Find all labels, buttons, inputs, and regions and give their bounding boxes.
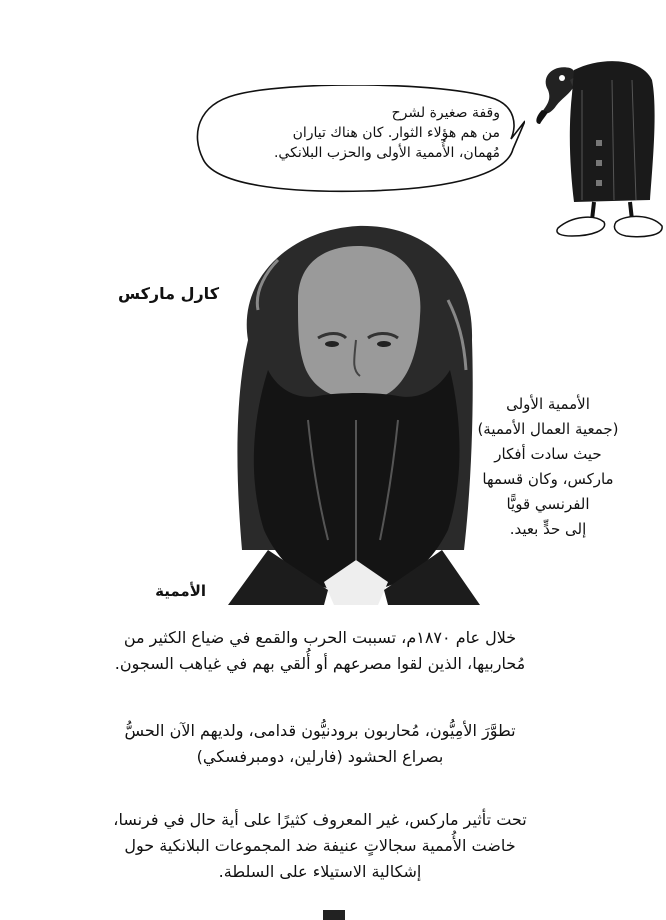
side-note-line: الفرنسي قويًّا [506,495,590,513]
paragraph-line: خاضت الأُممية سجالاتٍ عنيفة ضد المجموعات البلانكية حول [124,836,516,855]
karl-marx-portrait [228,220,480,605]
paragraph-marx-influence [70,807,570,885]
caption-karl-marx: كارل ماركس [117,284,219,303]
paragraph-line: مُحاربيها، الذين لقوا مصرعهم أو أُلقي بهم في غياهب السجون. [114,654,526,673]
bubble-line: مُهمان، الأُممية الأولى والحزب البلانكي. [273,145,500,161]
side-note-line: ماركس، وكان قسمها [482,470,614,488]
bubble-line: وقفة صغيرة لشرح [391,105,500,121]
paragraph-line: تحت تأثير ماركس، غير المعروف كثيرًا على أية حال في فرنسا، [113,810,527,829]
bubble-line: من هم هؤلاء الثوار. كان هناك تياران [292,125,500,141]
paragraph-war-repression [70,625,570,677]
vulture-figure-illustration [512,50,666,245]
side-note-line: حيث سادت أفكار [494,445,602,463]
paragraph-line: بصراع الحشود (فارلين، دومبرفسكي) [196,747,444,766]
speech-bubble-text [215,103,500,163]
side-note-line: (جمعية العمال الأممية) [477,420,619,438]
paragraph-line: خلال عام ١٨٧٠م، تسببت الحرب والقمع في ضياع الكثير من [123,628,517,647]
paragraph-line: إشكالية الاستيلاء على السلطة. [218,862,422,881]
side-note-line: إلى حدٍّ بعيد. [509,520,587,538]
paragraph-internationalists [70,718,570,770]
side-note [458,392,638,542]
caption-international: الأممية [155,582,206,600]
side-note-line: الأممية الأولى [506,395,590,413]
page-bottom-mark [323,910,345,920]
paragraph-line: تطوَّرَ الأمِيُّون، مُحاربون برودنيُّون قدامى، ولديهم الآن الحسُّ [124,721,516,740]
